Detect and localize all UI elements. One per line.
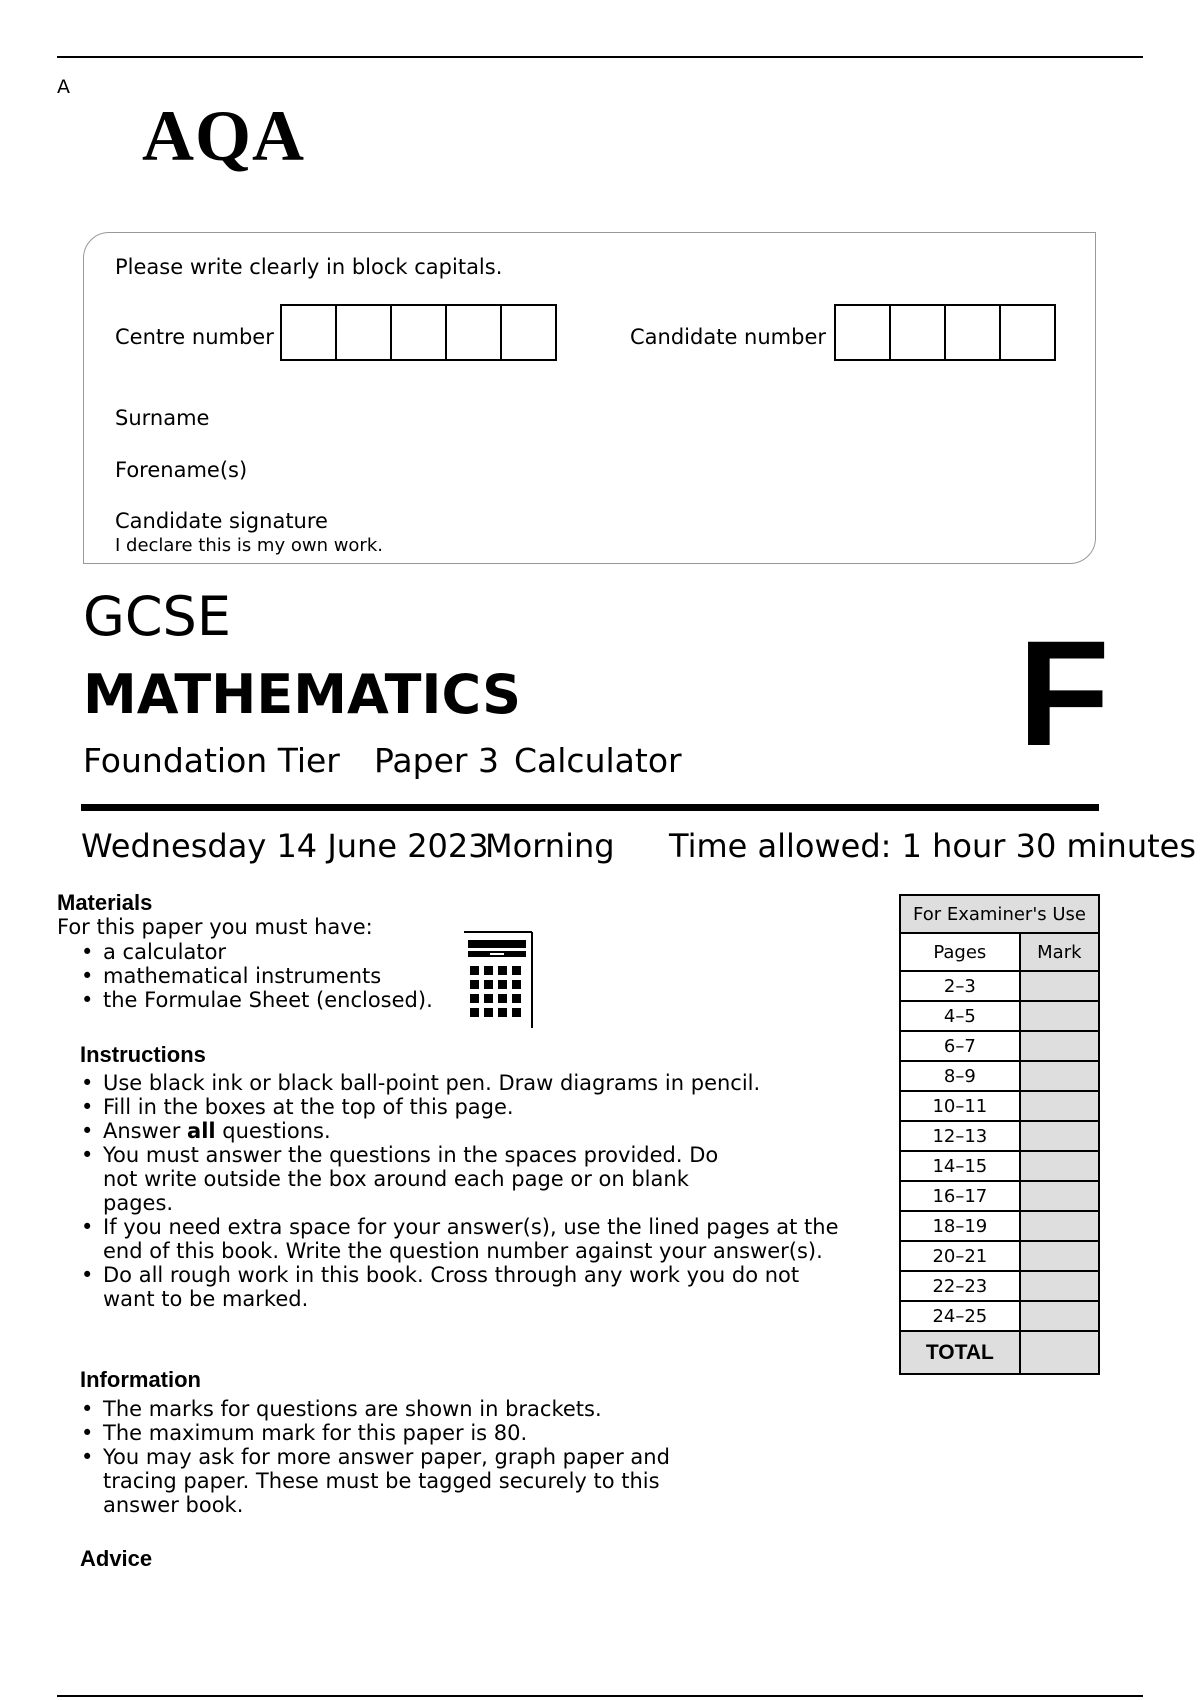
mark-cell (1020, 1211, 1099, 1241)
mark-cell (1020, 1001, 1099, 1031)
forenames-label: Forename(s) (115, 458, 248, 482)
list-item: • Do all rough work in this book. Cross through any work you do not want to be marked. (57, 1263, 803, 1311)
pages-cell: 6–7 (900, 1031, 1020, 1061)
surname-label: Surname (115, 406, 210, 430)
paper-label: Paper 3 (374, 741, 499, 780)
centre-number-label: Centre number (115, 325, 274, 349)
list-item: • a calculator (57, 940, 477, 964)
mark-cell (1020, 1061, 1099, 1091)
list-item: • You must answer the questions in the spaces provided. Do not write outside the box around each page or on blank pages. (57, 1143, 743, 1215)
centre-number-box[interactable] (280, 304, 337, 361)
mark-cell (1020, 1301, 1099, 1331)
list-item (57, 1119, 857, 1143)
pages-cell: 10–11 (900, 1091, 1020, 1121)
pages-cell: 14–15 (900, 1151, 1020, 1181)
centre-number-box[interactable] (445, 304, 502, 361)
answer-text-emphasis: all (187, 1119, 216, 1143)
list-item: • Use black ink or black ball-point pen. Draw diagrams in pencil. (57, 1071, 857, 1095)
advice-heading: Advice (80, 1546, 153, 1571)
answer-text-end: questions. (215, 1119, 331, 1143)
total-mark-cell (1020, 1331, 1099, 1374)
tier-label: Foundation Tier (83, 741, 340, 780)
signature-label: Candidate signature (115, 509, 328, 533)
exam-date: Wednesday 14 June 2023 (81, 827, 489, 865)
centre-number-boxes[interactable] (282, 304, 557, 361)
centre-number-box[interactable] (390, 304, 447, 361)
candidate-number-box[interactable] (999, 304, 1056, 361)
pages-cell: 2–3 (900, 971, 1020, 1001)
pages-cell: 12–13 (900, 1121, 1020, 1151)
pages-column-header: Pages (900, 933, 1020, 971)
list-item: • You may ask for more answer paper, graph paper and tracing paper. These must be tagged securely to this answer book. (57, 1445, 723, 1517)
pages-cell: 8–9 (900, 1061, 1020, 1091)
mark-cell (1020, 1091, 1099, 1121)
pages-cell: 16–17 (900, 1181, 1020, 1211)
qualification-title: GCSE (83, 585, 231, 648)
calculator-label: Calculator (514, 741, 682, 780)
mark-column-header: Mark (1020, 933, 1099, 971)
declaration-text: I declare this is my own work. (115, 535, 383, 556)
candidate-number-label: Candidate number (630, 325, 826, 349)
top-rule (57, 56, 1143, 58)
title-divider (81, 804, 1099, 811)
list-item: • mathematical instruments (57, 964, 477, 988)
total-label: TOTAL (900, 1331, 1020, 1374)
information-list (57, 1397, 737, 1517)
subject-title: MATHEMATICS (83, 663, 522, 726)
list-item: • The maximum mark for this paper is 80. (57, 1421, 737, 1445)
mark-cell (1020, 1271, 1099, 1301)
materials-list (57, 940, 477, 1012)
calculator-icon (460, 930, 534, 1028)
mark-cell (1020, 1121, 1099, 1151)
list-item: • Fill in the boxes at the top of this page. (57, 1095, 857, 1119)
instructions-heading: Instructions (80, 1042, 206, 1067)
block-capitals-instruction: Please write clearly in block capitals. (115, 255, 503, 279)
pages-cell: 18–19 (900, 1211, 1020, 1241)
candidate-number-box[interactable] (944, 304, 1001, 361)
candidate-details-panel (83, 232, 1096, 564)
exam-session: Morning (485, 827, 615, 865)
mark-cell (1020, 971, 1099, 1001)
materials-intro: For this paper you must have: (57, 915, 373, 939)
pages-cell: 20–21 (900, 1241, 1020, 1271)
pages-cell: 4–5 (900, 1001, 1020, 1031)
list-item: • The marks for questions are shown in brackets. (57, 1397, 737, 1421)
answer-text-start: Answer (103, 1119, 188, 1143)
instructions-list (57, 1071, 857, 1311)
aqa-logo: AQA (142, 96, 305, 176)
mark-cell (1020, 1151, 1099, 1181)
examiner-use-table (899, 894, 1100, 1375)
mark-cell (1020, 1181, 1099, 1211)
list-item: • If you need extra space for your answer(s), use the lined pages at the end of this book. Write the question number against your answer(s). (57, 1215, 863, 1263)
centre-number-box[interactable] (500, 304, 557, 361)
mark-cell (1020, 1031, 1099, 1061)
centre-number-box[interactable] (335, 304, 392, 361)
pages-cell: 24–25 (900, 1301, 1020, 1331)
candidate-number-box[interactable] (889, 304, 946, 361)
mark-cell (1020, 1241, 1099, 1271)
examiner-table-title: For Examiner's Use (900, 895, 1099, 933)
bottom-rule (57, 1695, 1143, 1697)
tier-letter: F (1018, 609, 1110, 777)
time-allowed: Time allowed: 1 hour 30 minutes (669, 827, 1196, 865)
information-heading: Information (80, 1367, 201, 1392)
candidate-number-box[interactable] (834, 304, 891, 361)
list-item: • the Formulae Sheet (enclosed). (57, 988, 477, 1012)
candidate-number-boxes[interactable] (836, 304, 1056, 361)
corner-letter: A (57, 76, 70, 98)
pages-cell: 22–23 (900, 1271, 1020, 1301)
materials-heading: Materials (57, 890, 153, 915)
